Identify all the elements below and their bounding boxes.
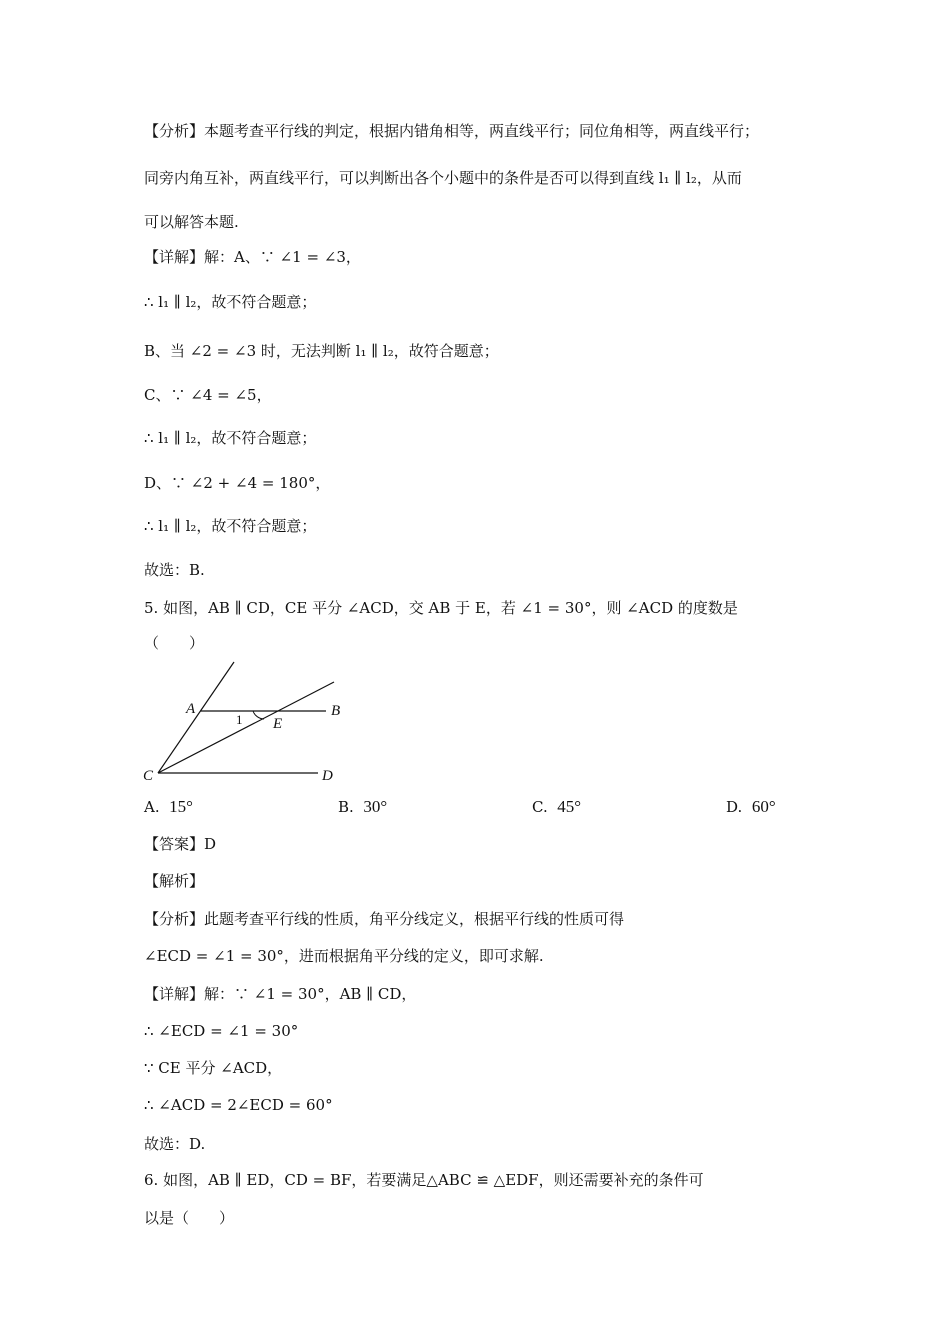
option-d-value: 60°	[751, 797, 776, 816]
analysis-line-2: 同旁内角互补，两直线平行，可以判断出各个小题中的条件是否可以得到直线 l₁ ∥ l₂，从而	[144, 169, 742, 187]
option-c	[532, 796, 581, 818]
detail-line-c: C、∵ ∠4 = ∠5，	[144, 386, 272, 404]
option-a-value: 15°	[169, 797, 193, 816]
question-6-text-continued: 以是（ ）	[144, 1209, 235, 1227]
option-d-letter: D.	[726, 798, 743, 816]
solution-detail-line-3: ∵ CE 平分 ∠ACD，	[144, 1059, 283, 1077]
question-5-blank: （ ）	[144, 634, 205, 652]
answer-choice-line: 故选：B.	[144, 561, 205, 579]
detail-line-a: 【详解】解：A、∵ ∠1 = ∠3，	[144, 248, 361, 266]
question-5-text: 5. 如图，AB ∥ CD，CE 平分 ∠ACD，交 AB 于 E，若 ∠1 = 30°，则 ∠ACD 的度数是	[144, 599, 738, 617]
line-ce	[158, 682, 334, 773]
option-c-value: 45°	[557, 797, 582, 816]
solution-detail-line-4: ∴ ∠ACD = 2∠ECD = 60°	[144, 1096, 333, 1114]
analysis-line-3: 可以解答本题.	[144, 213, 239, 231]
label-e: E	[273, 716, 283, 732]
option-b-letter: B.	[338, 798, 354, 816]
line-ca	[158, 662, 234, 773]
label-a: A	[186, 701, 196, 717]
solution-choice-line: 故选：D.	[144, 1135, 206, 1153]
label-b: B	[331, 703, 341, 719]
detail-line-d: D、∵ ∠2 + ∠4 = 180°，	[144, 474, 331, 492]
option-a-letter: A.	[144, 798, 160, 816]
question-6-text: 6. 如图，AB ∥ ED，CD = BF，若要满足△ABC ≌ △EDF，则还需要补充的条件可	[144, 1171, 704, 1189]
analysis-line-1: 【分析】本题考查平行线的判定，根据内错角相等，两直线平行；同位角相等，两直线平行；	[144, 122, 760, 140]
conclusion-line-d: ∴ l₁ ∥ l₂，故不符合题意；	[144, 517, 317, 535]
conclusion-line-a: ∴ l₁ ∥ l₂，故不符合题意；	[144, 293, 317, 311]
solution-label: 【解析】	[144, 872, 205, 890]
label-angle-1: 1	[236, 712, 243, 727]
option-d	[726, 796, 776, 818]
geometry-figure	[138, 656, 358, 786]
angle-1-arc	[253, 711, 264, 719]
option-b-value: 30°	[363, 797, 388, 816]
solution-detail-line-2: ∴ ∠ECD = ∠1 = 30°	[144, 1022, 299, 1040]
solution-detail-line-1: 【详解】解：∵ ∠1 = 30°，AB ∥ CD，	[144, 985, 417, 1003]
detail-line-b: B、当 ∠2 = ∠3 时，无法判断 l₁ ∥ l₂，故符合题意；	[144, 342, 499, 360]
option-c-letter: C.	[532, 798, 548, 816]
option-a	[144, 796, 193, 818]
conclusion-line-c: ∴ l₁ ∥ l₂，故不符合题意；	[144, 429, 317, 447]
label-d: D	[322, 768, 333, 784]
solution-analysis-line-2: ∠ECD = ∠1 = 30°，进而根据角平分线的定义，即可求解.	[144, 947, 544, 965]
label-c: C	[143, 768, 154, 784]
answer-label: 【答案】D	[144, 835, 217, 853]
solution-analysis-line-1: 【分析】此题考查平行线的性质，角平分线定义，根据平行线的性质可得	[144, 910, 625, 928]
option-b	[338, 796, 387, 818]
